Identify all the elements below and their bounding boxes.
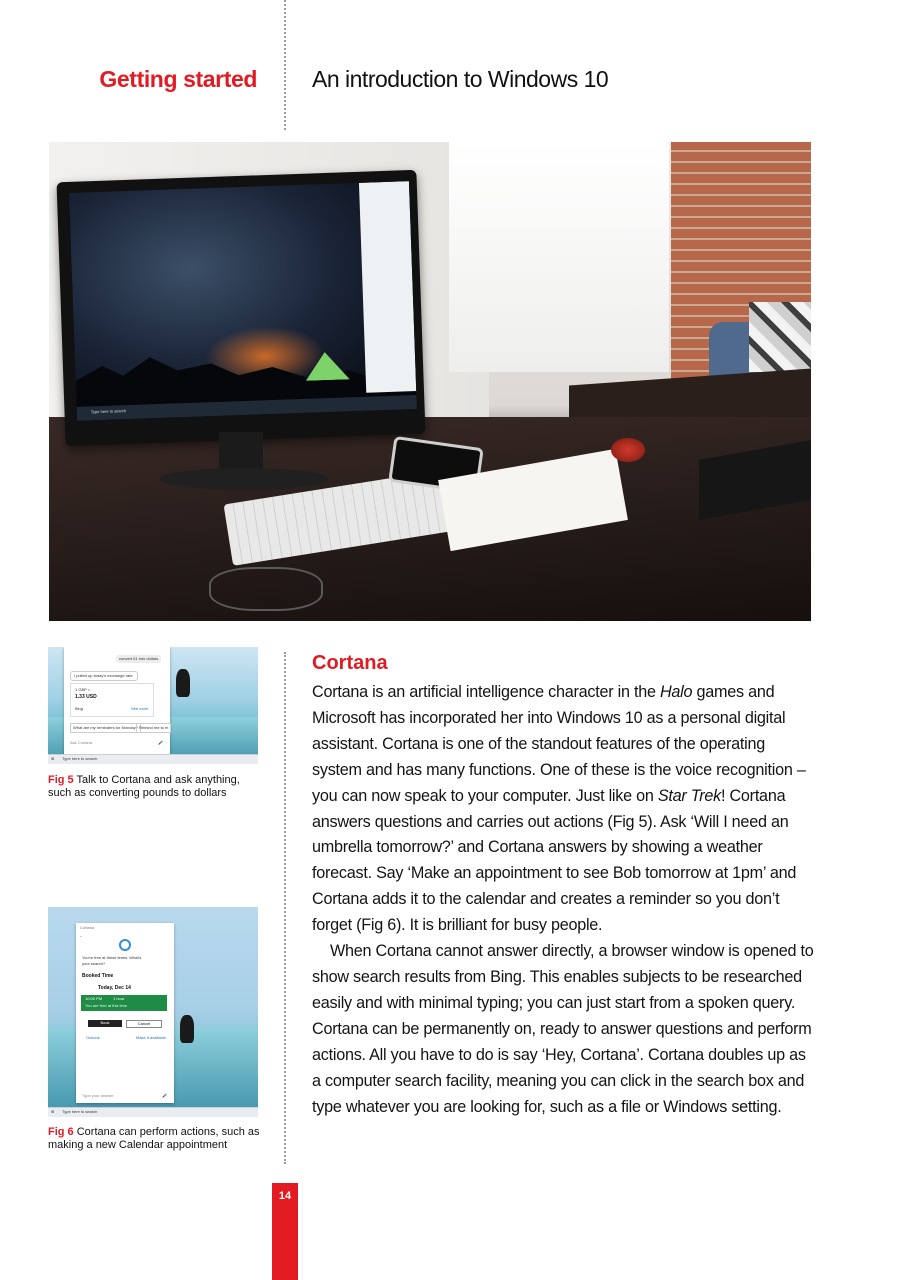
article-body xyxy=(312,680,817,1120)
column-divider xyxy=(284,652,286,1164)
fig6-taskbar xyxy=(48,1107,258,1117)
header-divider xyxy=(284,0,286,130)
fig5-reply: I pulled up today's exchange rate. xyxy=(70,671,138,681)
fig6-book-button[interactable]: Book xyxy=(88,1020,122,1027)
p1-italic-halo: Halo xyxy=(659,683,693,701)
fig6-cortana-ring-icon xyxy=(119,939,131,951)
fig5-rate-label: 1 GBP = xyxy=(75,687,91,692)
fig5-cortana-panel xyxy=(64,647,170,755)
p1-segment-3: ! Cortana answers questions and carries out actions (Fig 5). Ask ‘Will I need an umbrella tomorrow?’ and Cortana answers by showing a weather forecast. Say ‘Make an appointment to see Bob tomorrow at 1pm’ and Cortana adds it to the calendar and creates a reminder so you don’t forget (Fig 6). It is brilliant for busy people. xyxy=(312,786,797,935)
mouse xyxy=(611,438,645,462)
fig6-window-title: Cortana xyxy=(80,925,95,930)
fig5-suggestion-1[interactable]: What are my reminders for Monday? xyxy=(70,723,141,733)
action-center-panel xyxy=(359,181,416,393)
fig6-runner xyxy=(180,1015,194,1043)
fig6-start-icon[interactable]: ⊞ xyxy=(51,1109,55,1114)
monitor-base xyxy=(159,468,329,490)
p1-segment-2: games and Microsoft has incorporated her into Windows 10 as a personal digital assistant. Cortana is one of the standout features of the operating system and has many functions. One of these is the voice recognition – you can now speak to your computer. Just like on xyxy=(312,683,806,805)
fig5-caption-number: Fig 5 xyxy=(48,774,74,786)
fig6-caption-text: Cortana can perform actions, such as making a new Calendar appointment xyxy=(48,1126,260,1151)
hero-photo xyxy=(49,142,811,621)
fig6-section-title: Booked Time xyxy=(82,973,114,979)
fig6-screenshot xyxy=(48,907,258,1117)
fig5-caption xyxy=(48,774,263,800)
screen-taskbar-search: Type here to search xyxy=(90,408,127,415)
fig6-cortana-window xyxy=(76,923,174,1103)
fig6-account-link[interactable]: Make it available xyxy=(136,1035,166,1040)
fig5-source: Bing xyxy=(75,706,84,711)
fig5-ask-input[interactable]: Ask Cortana xyxy=(70,740,93,745)
p1-segment-1: Cortana is an artificial intelligence character in the xyxy=(312,683,660,701)
p1-italic-star-trek: Star Trek xyxy=(657,786,721,805)
fig6-prompt: You're free at these times. What's your search? xyxy=(82,955,142,966)
fig5-suggestion-2[interactable]: Remind me to m xyxy=(136,723,171,733)
fig6-caption-number: Fig 6 xyxy=(48,1126,74,1138)
fig5-taskbar-search[interactable]: Type here to search xyxy=(62,756,98,761)
fig6-back-icon[interactable]: ← xyxy=(79,933,83,938)
glasses xyxy=(209,567,323,611)
fig6-day: Today, Dec 14 xyxy=(98,985,131,991)
fig5-result-card xyxy=(70,683,154,717)
pillow xyxy=(749,302,811,372)
fig6-event-time: 10:00 PM xyxy=(85,996,103,1001)
fig6-event-note: You are free at this time xyxy=(85,1003,128,1008)
fig5-screenshot xyxy=(48,647,258,764)
fig5-query-bubble: convert £1 into dollars xyxy=(116,655,161,663)
fig6-event-title: 1 hour xyxy=(113,996,125,1001)
article-heading: Cortana xyxy=(312,652,388,674)
fig6-answer-input[interactable]: Type your answer xyxy=(82,1093,114,1098)
fig5-rate-value: 1.33 USD xyxy=(75,694,97,700)
fig5-taskbar xyxy=(48,754,258,764)
page-number: 14 xyxy=(278,1190,292,1202)
window-light xyxy=(449,142,669,372)
fig6-mic-icon[interactable]: 🎤 xyxy=(162,1093,167,1098)
article-paragraph-1 xyxy=(312,680,817,939)
section-label: Getting started xyxy=(99,66,257,92)
fig6-account: Outlook xyxy=(86,1035,100,1040)
monitor-screen xyxy=(69,181,417,421)
fig6-event-slot[interactable] xyxy=(81,995,167,1011)
fig5-caption-text: Talk to Cortana and ask anything, such as converting pounds to dollars xyxy=(48,774,240,799)
fig6-caption xyxy=(48,1126,263,1152)
article-paragraph-2: When Cortana cannot answer directly, a browser window is opened to show search results from Bing. This enables subjects to be researched easily and with minimal typing; you can just start from a spoken query. Cortana can be permanently on, ready to answer questions and perform actions. All you have to do is say ‘Hey, Cortana’. Cortana doubles up as a computer search facility, meaning you can click in the search box and type whatever you are looking for, such as a file or Windows setting. xyxy=(312,942,814,1116)
fig6-cancel-button[interactable]: Cancel xyxy=(126,1020,162,1028)
chapter-title: An introduction to Windows 10 xyxy=(312,66,609,92)
fig5-source-link[interactable]: See more xyxy=(131,706,149,711)
fig6-taskbar-search[interactable]: Type here to search xyxy=(62,1109,98,1114)
fig5-runner xyxy=(176,669,190,697)
fig5-mic-icon[interactable]: 🎤 xyxy=(158,740,163,745)
fig5-start-icon[interactable]: ⊞ xyxy=(51,756,55,761)
